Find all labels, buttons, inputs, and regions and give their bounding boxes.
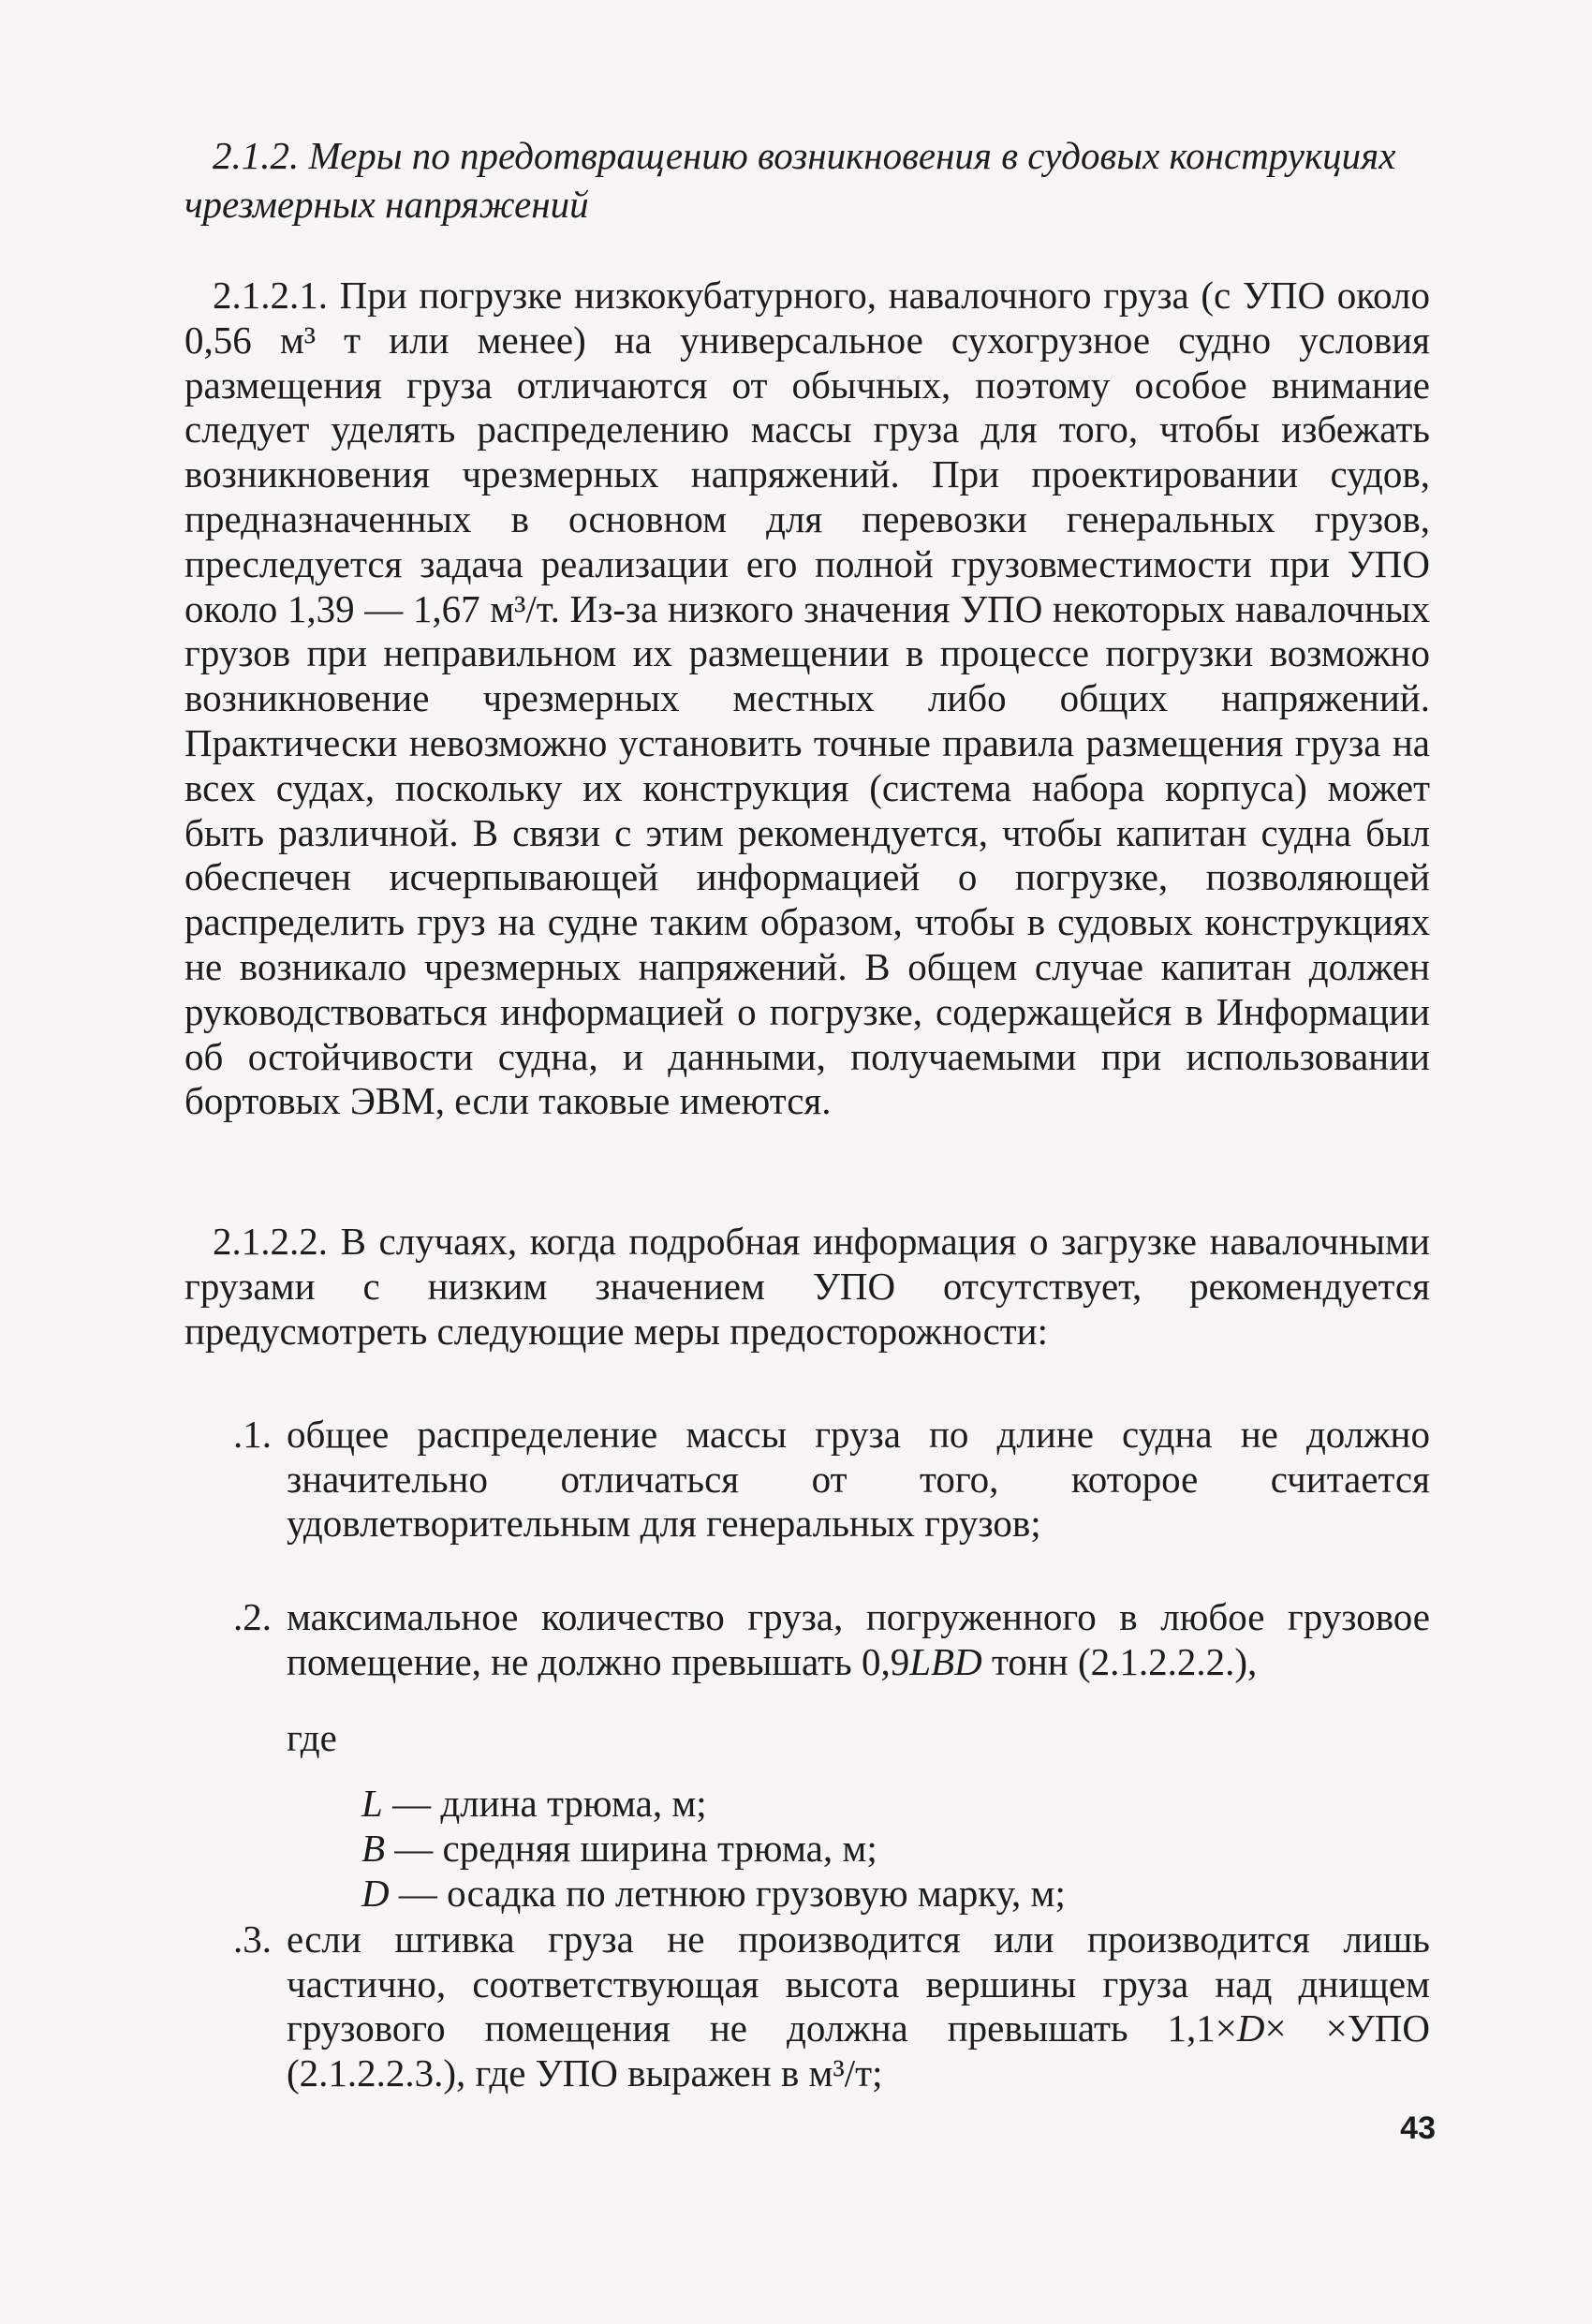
paragraph-2-1-2-2: 2.1.2.2. В случаях, когда подробная информация о загрузке навалочными грузами с низким значением УПО отсутствует, рекомендуется предусмотреть следующие меры предосторожности: [184,1220,1430,1353]
definition-symbol: D [361,1872,390,1915]
list-item-text: если штивка груза не производится или производится лишь частично, соответствующая высота вершины груза над днищем грузового помещения не должна превышать 1,1×D× ×УПО (2.1.2.2.3.), где УПО выражен в м³/т; [287,1917,1430,2095]
section-number: 2.1.2. [213,134,300,177]
definition-b [361,1827,877,1872]
page-number: 43 [1400,2110,1436,2146]
definition-text: — осадка по летнюю грузовую марку, м; [389,1872,1066,1915]
definition-symbol: L [361,1782,383,1825]
list-item-text: общее распределение массы груза по длине судна не должно значительно отличаться от того, которое считается удовлетворительным для генеральных грузов; [287,1413,1430,1545]
formula: D [1236,2006,1265,2050]
paragraph-2-1-2-1: 2.1.2.1. При погрузке низкокубатурного, навалочного груза (с УПО около 0,56 м³ т или менее) на универсальное сухогрузное судно условия размещения груза отличаются от обычных, поэтому особое внимание следует уделять распределению массы груза для того, чтобы избежать возникновения чрезмерных напряжений. При проектировании судов, предназначенных в основном для перевозки генеральных грузов, преследуется задача реализации его полной грузовместимости при УПО около 1,39 — 1,67 м³/т. Из-за низкого значения УПО некоторых навалочных грузов при неправильном их размещении в процессе погрузки возможно возникновение чрезмерных местных либо общих напряжений. Практически невозможно установить точные правила размещения груза на всех судах, поскольку их конструкция (система набора корпуса) может быть различной. В связи с этим рекомендуется, чтобы капитан судна был обеспечен исчерпывающей информацией о погрузке, позволяющей распределить груз на судне таким образом, чтобы в судовых конструкциях не возникало чрезмерных напряжений. В общем случае капитан должен руководствоваться информацией о погрузке, содержащейся в Информации об остойчивости судна, и данными, получаемыми при использовании бортовых ЭВМ, если таковые имеются. [184,274,1430,1123]
list-item-number: .2. [233,1595,272,1638]
definition-text: — длина трюма, м; [382,1782,707,1825]
formula: LBD [909,1639,982,1683]
list-item-number: .3. [233,1917,272,1961]
list-item [208,1595,1430,1684]
section-heading [184,131,1430,229]
list-item-number: .1. [233,1413,272,1456]
definition-d [361,1872,1066,1917]
list-item [208,1917,1430,2095]
definition-symbol: B [361,1827,386,1870]
where-label: где [287,1716,337,1759]
section-title: Меры по предотвращению возникновения в судовых конструкциях чрезмерных напряжений [184,134,1396,226]
list-item-text: максимальное количество груза, погруженного в любое грузовое помещение, не должно превышать 0,9LBD тонн (2.1.2.2.2.), [287,1595,1430,1683]
list-item [208,1413,1430,1547]
definition-l [361,1782,707,1827]
definition-text: — средняя ширина трюма, м; [385,1827,877,1870]
